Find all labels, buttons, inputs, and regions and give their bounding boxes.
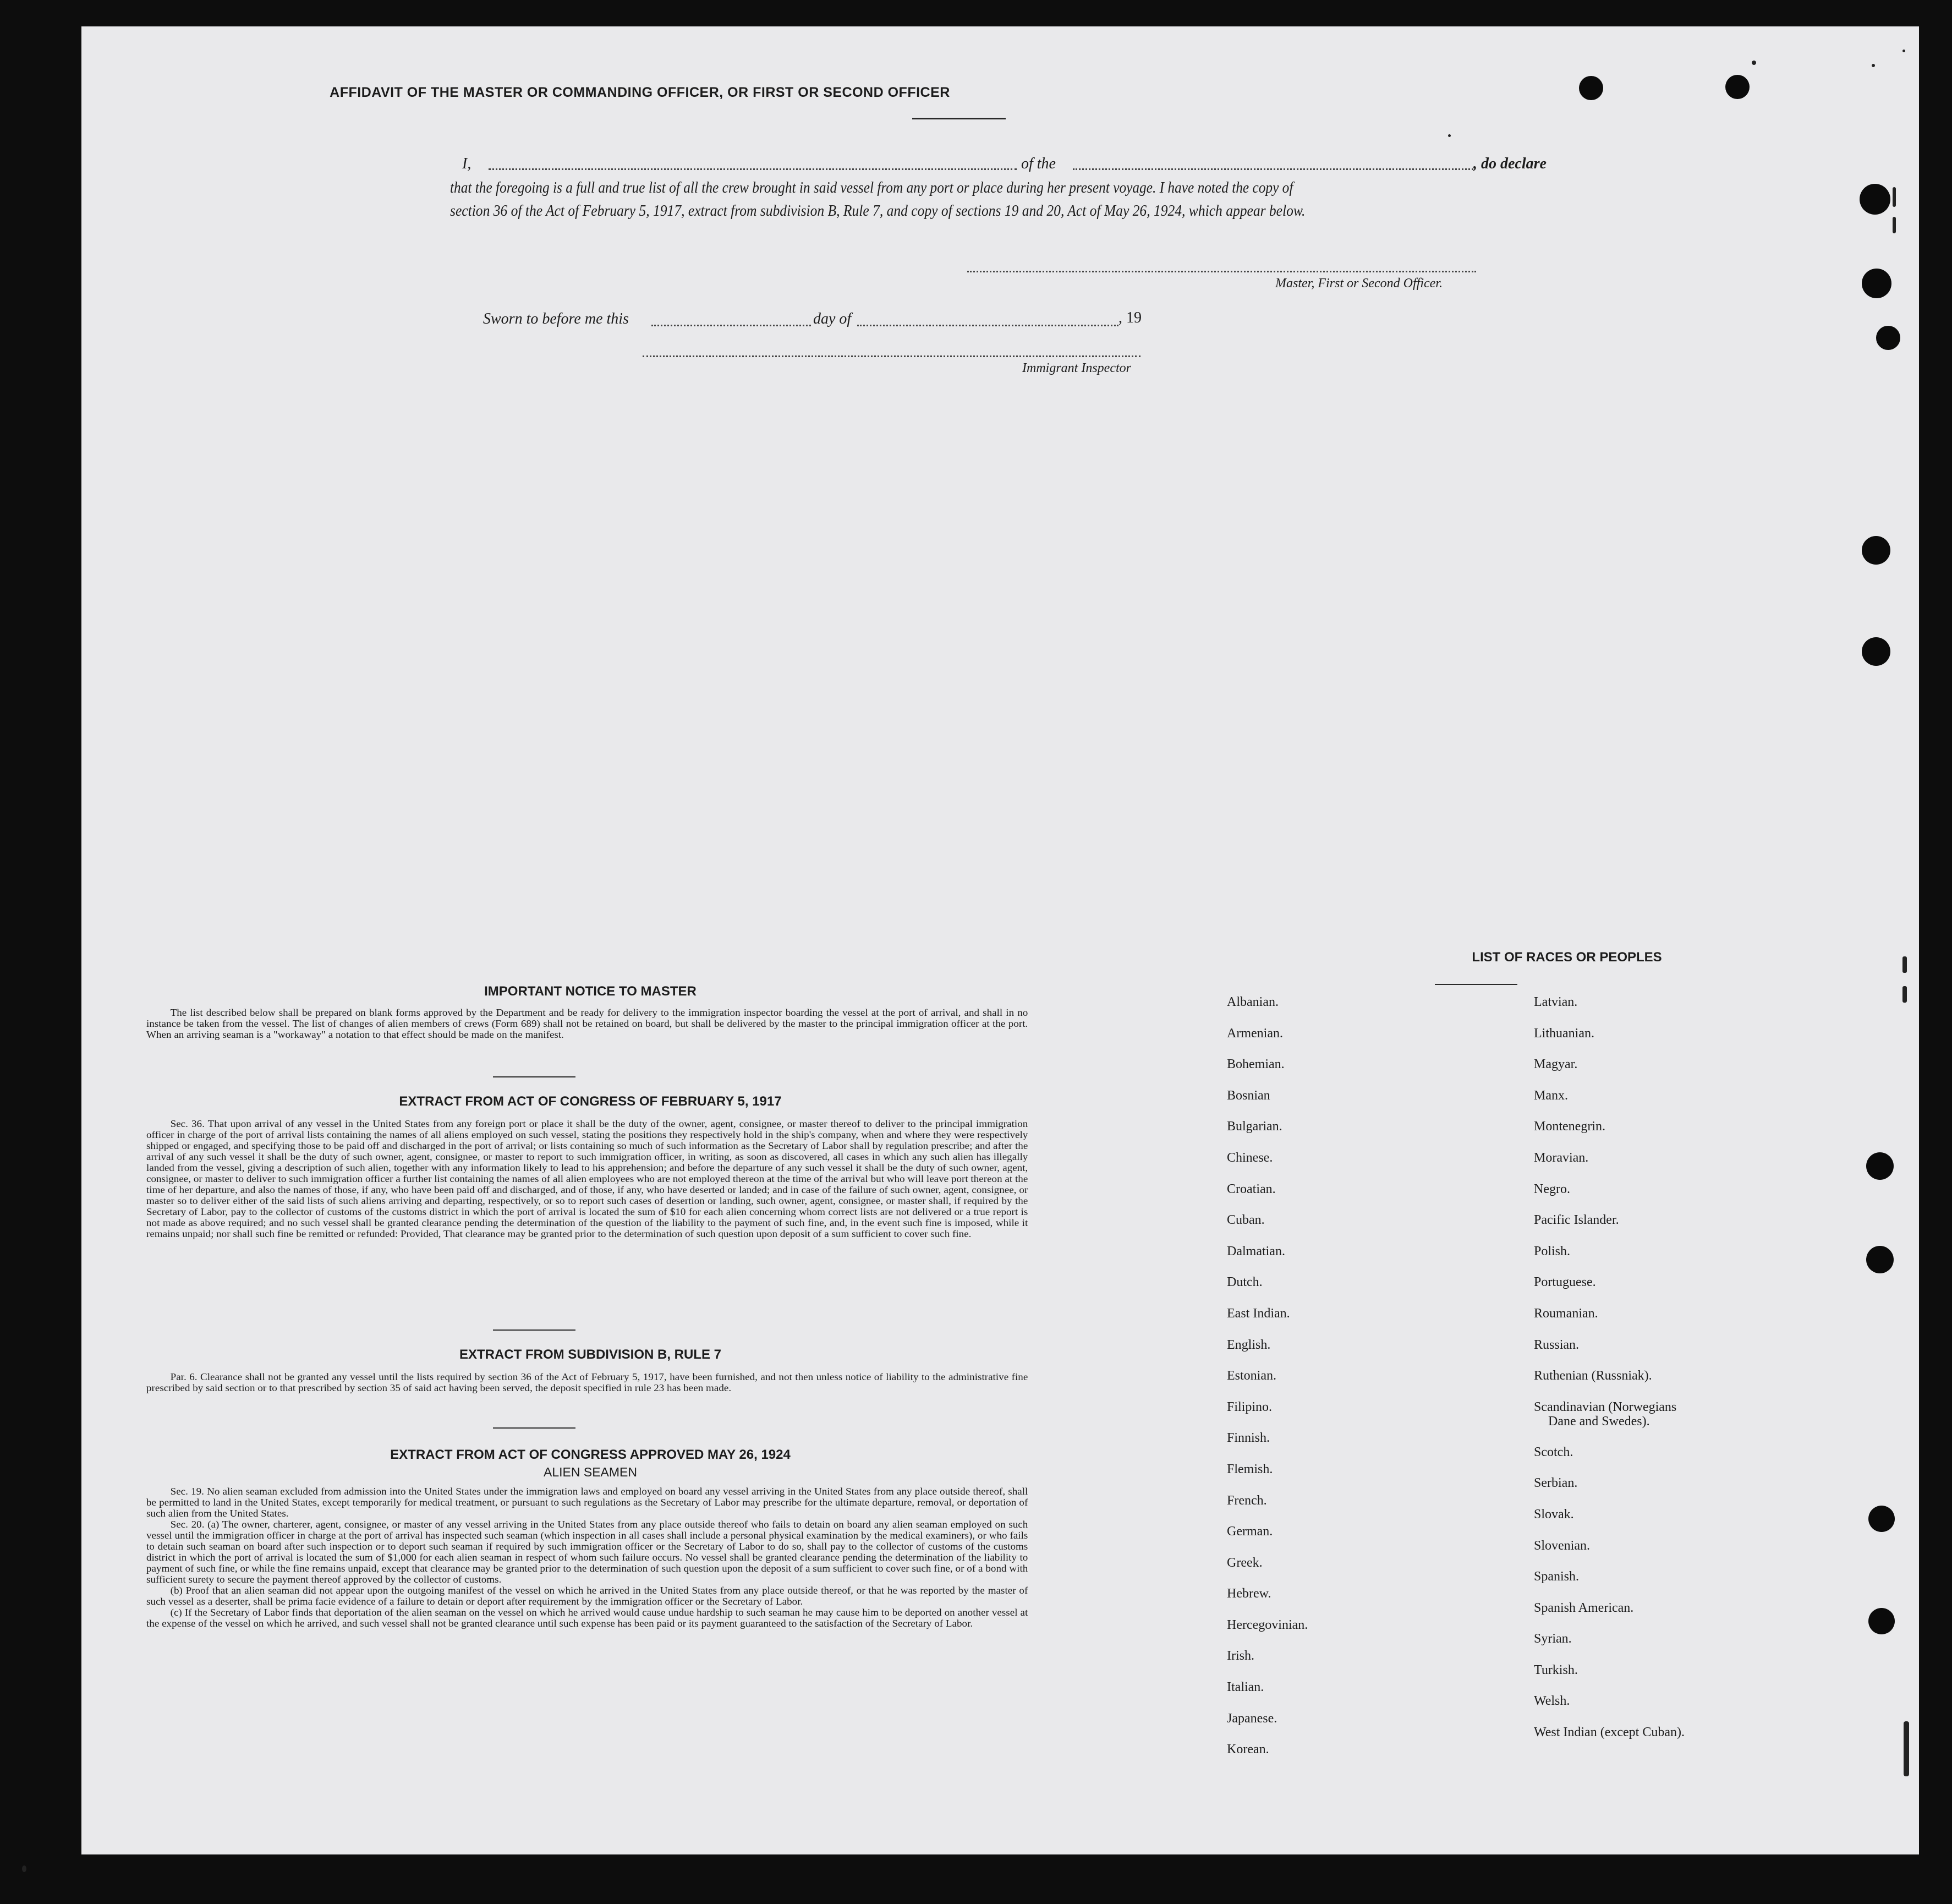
- race-item: Cuban.: [1227, 1213, 1265, 1228]
- race-item: Italian.: [1227, 1680, 1264, 1695]
- race-item: Albanian.: [1227, 995, 1279, 1009]
- edge-mark: [1902, 986, 1907, 1003]
- binder-hole: [1725, 75, 1750, 99]
- year-label: , 19: [1118, 309, 1142, 326]
- race-item: Estonian.: [1227, 1369, 1276, 1383]
- sec20a-text: Sec. 20. (a) The owner, charterer, agent, consignee, or master of any vessel arriving in the United States from any place outside thereof who fails to detain on board any alien seaman employed on such vessel until the immigration officer in charge at the port of arrival has inspected such seaman (which inspection in all cases shall include a personal physical examination by the medical examiners), or who fails to detain such seaman on board after such inspection or to deport such seaman if required by such immigration officer or the Secretary of Labor to do so, shall pay to the collector of customs of the customs district in which the port of arrival is located the sum of $1,000 for each alien seaman in respect of whom such failure occurs. No vessel shall be granted clearance pending the determination of the liability to payment of such fine, or while the fine remains unpaid, except that clearance may be granted prior to the determination of such question upon the deposit of a sum sufficient to cover such fine, or of a bond with sufficient surety to secure the payment thereof approved by the collector of customs.: [146, 1519, 1028, 1585]
- race-item: Spanish American.: [1534, 1600, 1634, 1615]
- sworn-label: Sworn to before me this: [483, 310, 629, 327]
- notice-title: IMPORTANT NOTICE TO MASTER: [484, 984, 697, 999]
- race-item: East Indian.: [1227, 1306, 1290, 1321]
- race-item: Russian.: [1534, 1337, 1580, 1352]
- race-item: Roumanian.: [1534, 1306, 1598, 1321]
- races-right-column: [1534, 995, 1685, 1757]
- race-item: Syrian.: [1534, 1632, 1572, 1646]
- race-item: Moravian.: [1534, 1150, 1589, 1165]
- race-item: Greek.: [1227, 1555, 1263, 1570]
- races-rule: [1435, 984, 1517, 985]
- race-item: Bosnian: [1227, 1088, 1270, 1103]
- inspector-caption: Immigrant Inspector: [1022, 361, 1131, 375]
- race-item: Welsh.: [1534, 1694, 1570, 1709]
- race-item: Flemish.: [1227, 1462, 1273, 1476]
- race-item: Dutch.: [1227, 1275, 1263, 1290]
- edge-mark: [1893, 187, 1896, 207]
- sec20b-text: (b) Proof that an alien seaman did not appear upon the outgoing manifest of the vessel on which he arrived in the United States from any place outside thereof, or that he was reported by the master of such vessel as a deserter, shall be prima facie evidence of a failure to detain or deport after requirement by the immigration officer or the Secretary of Labor.: [146, 1585, 1028, 1607]
- race-item: Japanese.: [1227, 1711, 1277, 1726]
- binder-hole: [1862, 536, 1890, 565]
- speck: [1448, 134, 1451, 137]
- race-item: Hebrew.: [1227, 1586, 1271, 1601]
- affidavit-of-the: of the: [1021, 155, 1056, 172]
- races-left-column: [1227, 995, 1308, 1774]
- binder-hole: [1868, 1608, 1895, 1634]
- race-item: Bohemian.: [1227, 1057, 1285, 1072]
- extract-1917-text: Sec. 36. That upon arrival of any vessel in the United States from any foreign port or place it shall be the duty of the owner, agent, consignee, or master thereof to deliver to the principal immigration officer in charge of the port of arrival lists containing the names of all aliens employed on such vessel, stating the positions they respectively hold in the ship's company, when and where they were respectively shipped or engaged, and specifying those to be paid off and discharged in the port of arrival; or lists containing so much of such information as the Secretary of Labor shall by regulation prescribe; and after the arrival of any such vessel it shall be the duty of such owner, agent, consignee, or master to report to such immigration officer, in writing, as soon as discovered, all cases in which any such alien has illegally landed from the vessel, giving a description of such alien, together with any information likely to lead to his apprehension; and before the departure of any such vessel it shall be the duty of such owner, agent, consignee, or master to deliver to such immigration officer a further list containing the names of all alien employees who are not employed thereon at the time of the arrival but who will leave port thereon at the time of her departure, and also the names of those, if any, who have been paid off and discharged, and of those, if any, who have deserted or landed; and in case of the failure of such owner, agent, consignee, or master so to deliver either of the said lists of such aliens arriving and departing, respectively, or so to report such cases of desertion or landing, such owner, agent, consignee, or master shall, if required by the Secretary of Labor, pay to the collector of customs of the customs district in which the port of arrival is located the sum of $10 for each alien concerning whom correct lists are not delivered or a true report is not made as above required; and no such vessel shall be granted clearance pending the determination of the question of the liability to the payment of such fine, and, in the event such fine is imposed, while it remains unpaid; nor shall such fine be remitted or refunded: Provided, That clearance may be granted prior to the determination of such question upon deposit of a sum sufficient to cover such fine.: [146, 1118, 1028, 1239]
- title-underline: [912, 118, 1006, 119]
- extract-1917-rule: [493, 1329, 575, 1331]
- affidavit-title: AFFIDAVIT OF THE MASTER OR COMMANDING OFFICER, OR FIRST OR SECOND OFFICER: [330, 85, 950, 100]
- races-title: LIST OF RACES OR PEOPLES: [1472, 950, 1662, 965]
- binder-hole: [1862, 269, 1891, 298]
- edge-mark: [1902, 956, 1907, 973]
- master-caption: Master, First or Second Officer.: [1275, 276, 1443, 291]
- extract-rule7-text: Par. 6. Clearance shall not be granted any vessel until the lists required by section 36 of the Act of February 5, 1917, have been furnished, and not then unless notice of liability to the administrative fine prescribed by said section or to that prescribed by section 35 of said act having been served, the deposit specified in rule 23 has been made.: [146, 1371, 1028, 1393]
- race-item: Spanish.: [1534, 1569, 1580, 1584]
- race-item: Irish.: [1227, 1649, 1254, 1664]
- extract-1924-text: [146, 1486, 1028, 1629]
- race-item: Negro.: [1534, 1181, 1570, 1196]
- race-item: Dalmatian.: [1227, 1244, 1285, 1259]
- race-item: Filipino.: [1227, 1399, 1273, 1414]
- extract-rule7-rule: [493, 1427, 575, 1429]
- month-blank[interactable]: [857, 325, 1118, 326]
- name-blank[interactable]: [489, 168, 1017, 170]
- speck: [1872, 64, 1875, 67]
- edge-mark: [1893, 217, 1896, 233]
- race-item: Scandinavian (Norwegians: [1534, 1399, 1677, 1414]
- race-item: Hercegovinian.: [1227, 1617, 1308, 1632]
- notice-text: The list described below shall be prepared on blank forms approved by the Department and be ready for delivery to the immigration inspector boarding the vessel at the port of arrival, and shall in no instance be taken from the vessel. The list of changes of alien members of crews (Form 689) shall not be retained on board, but shall be delivered by the master to the principal immigration officer at the port. When an arriving seaman is a "workaway" a notation to that effect should be made on the manifest.: [146, 1007, 1028, 1040]
- race-item: Pacific Islander.: [1534, 1213, 1619, 1228]
- edge-mark: [1904, 1721, 1909, 1776]
- race-item: Bulgarian.: [1227, 1119, 1282, 1134]
- affidavit-line2: that the foregoing is a full and true list of all the crew brought in said vessel from any port or place during her present voyage. I have noted the copy of: [450, 179, 1293, 196]
- race-item: English.: [1227, 1337, 1271, 1352]
- race-item: Slovenian.: [1534, 1538, 1590, 1553]
- speck: [1752, 61, 1756, 65]
- binder-hole: [1579, 76, 1603, 100]
- notice-rule: [493, 1076, 575, 1077]
- binder-hole: [1868, 1506, 1895, 1532]
- race-item: Magyar.: [1534, 1057, 1578, 1072]
- race-item: Chinese.: [1227, 1150, 1273, 1165]
- race-item: Manx.: [1534, 1088, 1568, 1103]
- binder-hole: [1866, 1152, 1894, 1180]
- alien-seamen-subtitle: ALIEN SEAMEN: [544, 1465, 637, 1479]
- day-of-label: day of: [813, 310, 852, 327]
- race-item: Scotch.: [1534, 1445, 1573, 1459]
- sec19-text: Sec. 19. No alien seaman excluded from admission into the United States under the immigration laws and employed on board any vessel arriving in the United States from any place outside thereof, shall be permitted to land in the United States, except temporarily for medical treatment, or pursuant to such regulations as the Secretary of Labor may prescribe for the ultimate departure, removal, or deportation of such alien from the United States.: [146, 1486, 1028, 1519]
- binder-hole: [1876, 326, 1900, 350]
- race-item: Polish.: [1534, 1244, 1571, 1259]
- race-item: West Indian (except Cuban).: [1534, 1725, 1685, 1740]
- race-item: Serbian.: [1534, 1476, 1578, 1491]
- race-item-continued: Dane and Swedes).: [1548, 1414, 1650, 1429]
- race-item: Croatian.: [1227, 1181, 1276, 1196]
- race-item: German.: [1227, 1524, 1273, 1539]
- extract-1917-title: EXTRACT FROM ACT OF CONGRESS OF FEBRUARY 5, 1917: [399, 1094, 782, 1109]
- race-item: Turkish.: [1534, 1662, 1578, 1677]
- race-item: Finnish.: [1227, 1431, 1270, 1446]
- race-item: Korean.: [1227, 1742, 1269, 1757]
- vessel-blank[interactable]: [1073, 168, 1473, 170]
- affidavit-line3: section 36 of the Act of February 5, 1917, extract from subdivision B, Rule 7, and copy of sections 19 and 20, Act of May 26, 1924, which appear below.: [450, 203, 1306, 220]
- race-item: Armenian.: [1227, 1026, 1283, 1041]
- race-item: Montenegrin.: [1534, 1119, 1605, 1134]
- affidavit-declare: , do declare: [1473, 155, 1547, 172]
- document-page: [81, 26, 1919, 1854]
- extract-rule7-title: EXTRACT FROM SUBDIVISION B, RULE 7: [459, 1347, 722, 1362]
- race-item: Lithuanian.: [1534, 1026, 1594, 1041]
- sec20c-text: (c) If the Secretary of Labor finds that deportation of the alien seaman on the vessel on which he arrived would cause undue hardship to such seaman he may cause him to be deported on another vessel at the expense of the vessel on which he arrived, and such vessel shall not be granted clearance until such expense has been paid or its payment guaranteed to the satisfaction of the Secretary of Labor.: [146, 1607, 1028, 1629]
- inspector-signature-blank[interactable]: [643, 355, 1141, 357]
- binder-hole: [1862, 637, 1890, 666]
- extract-1924-title: EXTRACT FROM ACT OF CONGRESS APPROVED MAY 26, 1924: [390, 1447, 791, 1462]
- binder-hole: [1860, 184, 1890, 215]
- race-item: Ruthenian (Russniak).: [1534, 1369, 1652, 1383]
- binder-hole: [1866, 1246, 1894, 1273]
- affidavit-i: I,: [462, 155, 471, 172]
- day-blank[interactable]: [651, 325, 811, 326]
- race-item: Portuguese.: [1534, 1275, 1596, 1290]
- master-signature-blank[interactable]: [967, 271, 1476, 272]
- race-item: Slovak.: [1534, 1507, 1574, 1522]
- race-item: French.: [1227, 1493, 1267, 1508]
- speck: [22, 1865, 26, 1872]
- race-item: Latvian.: [1534, 995, 1578, 1009]
- speck: [1902, 50, 1905, 52]
